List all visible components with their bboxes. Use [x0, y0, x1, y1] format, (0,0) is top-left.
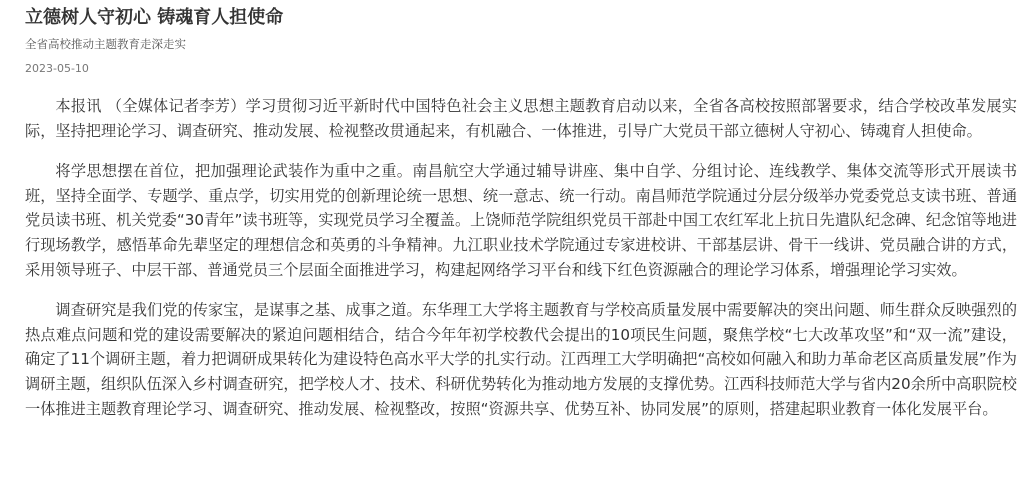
article-title: 立德树人守初心 铸魂育人担使命: [25, 7, 284, 28]
article-body: [25, 94, 1017, 421]
article-paragraph: 调查研究是我们党的传家宝，是谋事之基、成事之道。东华理工大学将主题教育与学校高质量发展中需要解决的突出问题、师生群众反映强烈的热点难点问题和党的建设需要解决的紧迫问题相结合，结合今年年初学校教代会提出的10项民生问题，聚焦学校“七大改革攻坚”和“双一流”建设，确定了11个调研主题，着力把调研成果转化为建设特色高水平大学的扎实行动。江西理工大学明确把“高校如何融入和助力革命老区高质量发展”作为调研主题，组织队伍深入乡村调查研究，把学校人才、技术、科研优势转化为推动地方发展的支撑优势。江西科技师范大学与省内20余所中高职院校一体推进主题教育理论学习、调查研究、推动发展、检视整改，按照“资源共享、优势互补、协同发展”的原则，搭建起职业教育一体化发展平台。: [25, 301, 1017, 418]
article-paragraph: 将学思想摆在首位，把加强理论武装作为重中之重。南昌航空大学通过辅导讲座、集中自学、分组讨论、连线教学、集体交流等形式开展读书班，坚持全面学、专题学、重点学，切实用党的创新理论统一思想、统一意志、统一行动。南昌师范学院通过分层分级举办党委党总支读书班、普通党员读书班、机关党委“30青年”读书班等，实现党员学习全覆盖。上饶师范学院组织党员干部赴中国工农红军北上抗日先遣队纪念碑、纪念馆等地进行现场教学，感悟革命先辈坚定的理想信念和英勇的斗争精神。九江职业技术学院通过专家进校讲、干部基层讲、骨干一线讲、党员融合讲的方式，采用领导班子、中层干部、普通党员三个层面全面推进学习，构建起网络学习平台和线下红色资源融合的理论学习体系，增强理论学习实效。: [25, 162, 1017, 279]
article-paragraph: 本报讯 （全媒体记者李芳）学习贯彻习近平新时代中国特色社会主义思想主题教育启动以来，全省各高校按照部署要求，结合学校改革发展实际，坚持把理论学习、调查研究、推动发展、检视整改贯通起来，有机融合、一体推进，引导广大党员干部立德树人守初心、铸魂育人担使命。: [25, 97, 1017, 140]
article: [25, 0, 1017, 437]
article-subtitle: 全省高校推动主题教育走深走实: [25, 37, 186, 51]
publish-date: 2023-05-10: [25, 62, 89, 75]
